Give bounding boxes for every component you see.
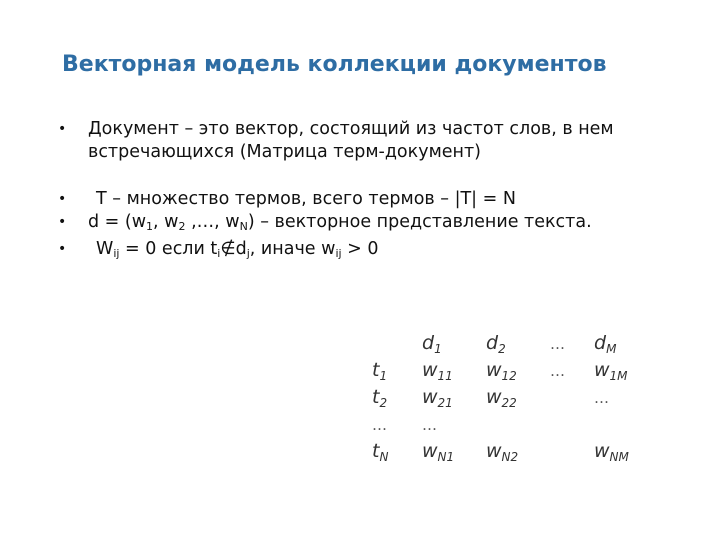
matrix-cell <box>486 438 550 465</box>
matrix-header-row <box>372 330 654 357</box>
bullet-dot: • <box>58 241 67 257</box>
matrix-row-label <box>372 438 422 465</box>
matrix-symbol: … <box>550 361 565 380</box>
matrix-subscript: 21 <box>437 395 453 410</box>
matrix-symbol: … <box>594 388 609 407</box>
matrix-subscript: N2 <box>501 449 519 464</box>
term-document-matrix <box>372 330 654 465</box>
matrix-symbol: w <box>594 358 610 381</box>
matrix-corner <box>372 330 422 357</box>
subscript: N <box>239 220 248 233</box>
matrix-row <box>372 384 654 411</box>
bullet-item-vector <box>58 211 698 238</box>
subscript: ij <box>113 247 120 260</box>
bullet-text-part: = 0 если t <box>119 239 218 259</box>
bullet-text-part: , w <box>153 212 179 232</box>
bullet-item-terms <box>58 188 698 211</box>
subscript: i <box>217 247 221 260</box>
matrix-symbol: d <box>422 331 435 354</box>
matrix-row-label <box>372 357 422 384</box>
matrix-symbol: t <box>372 358 380 381</box>
matrix-cell <box>594 357 654 384</box>
subscript: 2 <box>178 220 186 233</box>
matrix-cell <box>486 384 550 411</box>
subscript: 1 <box>146 220 154 233</box>
matrix-cell <box>422 438 486 465</box>
bullet-list <box>58 118 698 265</box>
matrix-symbol: w <box>486 439 502 462</box>
matrix-symbol: w <box>422 385 438 408</box>
matrix-row <box>372 357 654 384</box>
matrix-subscript: NM <box>609 449 629 464</box>
matrix-cell <box>422 357 486 384</box>
matrix-subscript: 22 <box>501 395 517 410</box>
bullet-text-part: > 0 <box>341 239 379 259</box>
matrix-subscript: 2 <box>498 341 506 356</box>
matrix-symbol: … <box>550 334 565 353</box>
matrix-symbol: w <box>486 385 502 408</box>
matrix-subscript: 1 <box>434 341 442 356</box>
bullet-dot: • <box>58 121 67 137</box>
matrix-symbol: w <box>594 439 610 462</box>
matrix-subscript: N1 <box>437 449 455 464</box>
matrix-cell <box>422 384 486 411</box>
matrix-subscript: 2 <box>379 395 388 410</box>
bullet-text-part: d = (w <box>88 212 147 232</box>
bullet-text-part: ,…, w <box>185 212 240 232</box>
matrix-subscript: 11 <box>437 368 453 383</box>
bullet-dot: • <box>58 214 67 230</box>
matrix-column-header <box>550 330 594 357</box>
bullet-dot: • <box>58 191 67 207</box>
matrix-subscript: N <box>379 449 389 464</box>
matrix-symbol: d <box>486 331 499 354</box>
bullet-text-part: , иначе w <box>249 239 336 259</box>
bullet-text-part: W <box>96 239 114 259</box>
matrix-symbol: w <box>422 439 438 462</box>
bullet-item-weights <box>58 238 698 265</box>
matrix-subscript: 1 <box>379 368 388 383</box>
matrix-cell <box>550 357 594 384</box>
subscript: j <box>246 247 250 260</box>
matrix-subscript: 12 <box>501 368 517 383</box>
matrix-subscript: 1M <box>609 368 628 383</box>
matrix-column-header <box>422 330 486 357</box>
bullet-text: Документ – это вектор, состоящий из частот слов, в нем встречающихся (Матрица терм-документ) <box>88 119 614 162</box>
matrix-cell <box>550 384 594 411</box>
matrix-symbol: w <box>422 358 438 381</box>
matrix-subscript: M <box>606 341 617 356</box>
bullet-text: T – множество термов, всего термов – |T| = N <box>96 189 516 209</box>
matrix-row-label <box>372 411 422 438</box>
matrix-symbol: t <box>372 385 380 408</box>
subscript: ij <box>335 247 342 260</box>
not-in-symbol: ∉ <box>220 239 236 259</box>
matrix-cell <box>422 411 486 438</box>
matrix-column-header <box>594 330 654 357</box>
bullet-text-part: ) – векторное представление текста. <box>247 212 592 232</box>
matrix-cell <box>594 384 654 411</box>
matrix-cell <box>550 438 594 465</box>
matrix-cell <box>550 411 594 438</box>
matrix-cell <box>486 411 550 438</box>
matrix-symbol: d <box>594 331 607 354</box>
matrix-cell <box>594 438 654 465</box>
matrix-symbol: t <box>372 439 380 462</box>
slide-title: Векторная модель коллекции документов <box>62 52 607 77</box>
matrix-cell <box>486 357 550 384</box>
bullet-text-part: d <box>235 239 247 259</box>
matrix-row <box>372 411 654 438</box>
matrix-symbol: … <box>422 415 437 434</box>
matrix-column-header <box>486 330 550 357</box>
matrix-row-label <box>372 384 422 411</box>
bullet-item-document <box>58 118 698 164</box>
matrix-symbol: … <box>372 415 387 434</box>
matrix-symbol: w <box>486 358 502 381</box>
matrix-row <box>372 438 654 465</box>
matrix-cell <box>594 411 654 438</box>
